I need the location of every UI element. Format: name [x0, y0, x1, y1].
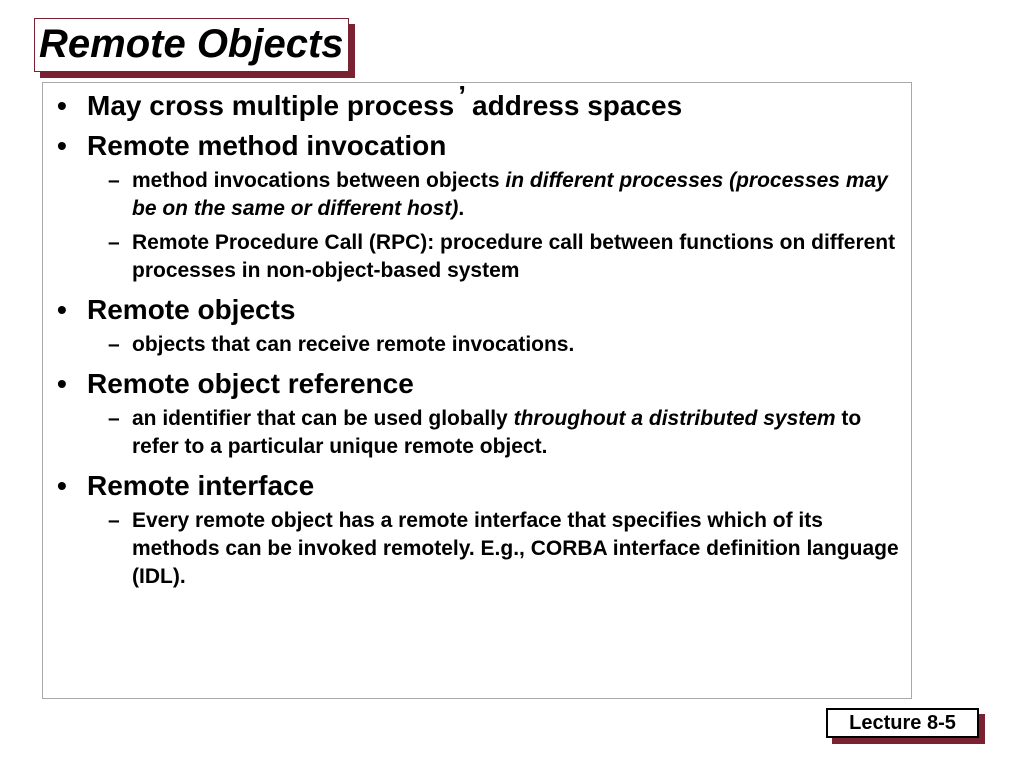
slide-title: Remote Objects	[39, 22, 344, 66]
sub-bullet-text: objects that can receive remote invocations.	[132, 333, 575, 356]
bullet-text: May cross multiple process	[87, 90, 455, 121]
bullet-text: Remote interface	[87, 470, 315, 501]
bullet-item	[55, 80, 899, 123]
bullet-item	[55, 129, 899, 163]
sub-bullet-text-end: to refer to a particular unique remote object.	[132, 407, 862, 458]
slide-title-frame	[34, 18, 349, 72]
content-panel	[42, 82, 912, 699]
sub-bullet-italic-text: throughout a distributed system	[513, 407, 836, 430]
sub-bullet-item	[55, 167, 899, 223]
sub-bullet-item	[55, 507, 899, 591]
bullet-list	[55, 80, 899, 599]
title-box	[34, 18, 349, 72]
bullet-text: Remote objects	[87, 294, 296, 325]
dash-icon: –	[108, 169, 120, 192]
sub-bullet-italic-text: in different processes (processes may be on the same or different host)	[132, 169, 888, 220]
sub-bullet-item	[55, 229, 899, 285]
sub-bullet-text: Every remote object has a remote interface that specifies which of its methods can be invoked remotely. E.g., CORBA interface definition language (IDL).	[132, 509, 899, 588]
footer-frame	[826, 708, 979, 738]
dash-icon: –	[108, 231, 120, 254]
sub-bullet-text-end: .	[458, 197, 465, 220]
sub-bullet-text: method invocations between objects	[132, 169, 506, 192]
bullet-item	[55, 469, 899, 503]
sub-bullet-item	[55, 331, 899, 359]
bullet-icon: •	[57, 368, 67, 399]
bullet-text: address spaces	[472, 90, 683, 121]
apostrophe: ’	[458, 80, 467, 111]
lecture-label: Lecture 8-5	[826, 708, 979, 738]
bullet-icon: •	[57, 130, 67, 161]
sub-bullet-text: an identifier that can be used globally	[132, 407, 514, 430]
bullet-icon: •	[57, 294, 67, 325]
dash-icon: –	[108, 333, 120, 356]
dash-icon: –	[108, 407, 120, 430]
sub-bullet-item	[55, 405, 899, 461]
bullet-text: Remote object reference	[87, 368, 414, 399]
bullet-item	[55, 293, 899, 327]
bullet-icon: •	[57, 470, 67, 501]
bullet-item	[55, 367, 899, 401]
dash-icon: –	[108, 509, 120, 532]
bullet-icon: •	[57, 90, 67, 121]
bullet-text: Remote method invocation	[87, 130, 447, 161]
sub-bullet-text: Remote Procedure Call (RPC): procedure call between functions on different processes in non-object-based system	[132, 231, 896, 282]
